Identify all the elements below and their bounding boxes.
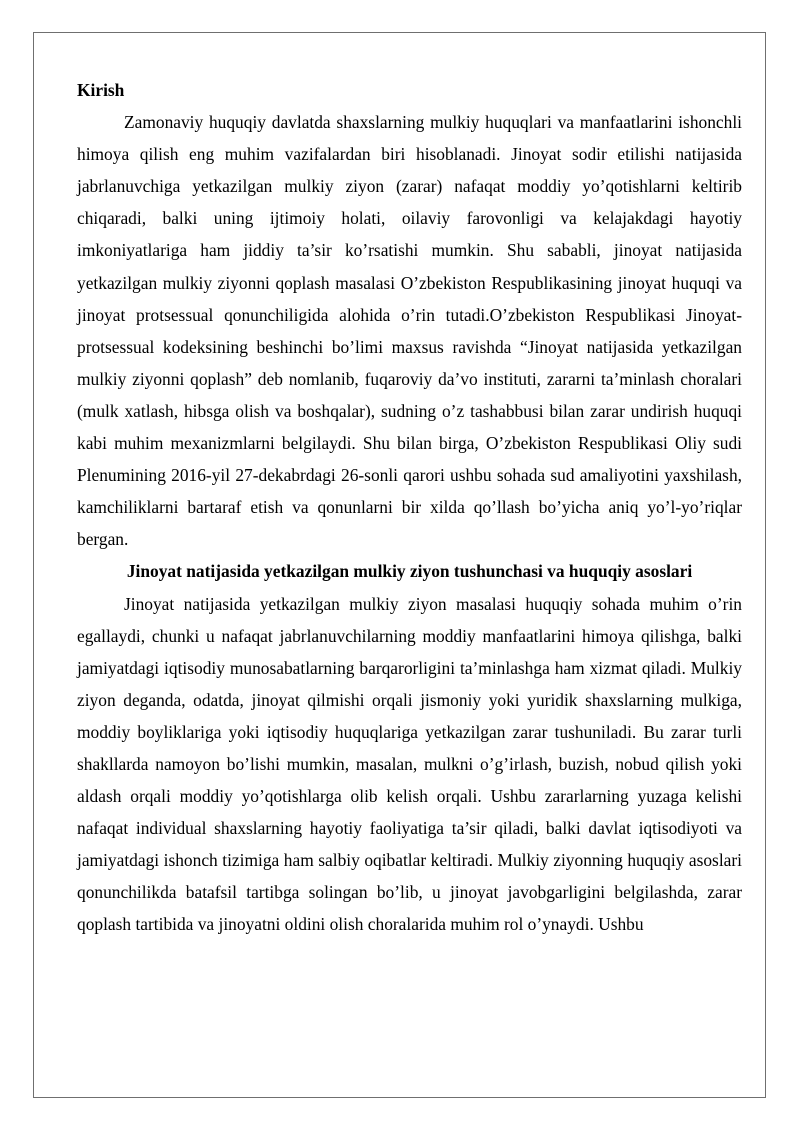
section-heading: Jinoyat natijasida yetkazilgan mulkiy ziyon tushunchasi va huquqiy asoslari [126,561,693,582]
section-paragraph: Jinoyat natijasida yetkazilgan mulkiy ziyon masalasi huquqiy sohada muhim o’rin egallaydi, chunki u nafaqat jabrlanuvchilarning moddiy manfaatlarini himoya qilishga, balki jamiyatdagi iqtisodiy munosabatlarning barqarorligini ta’minlashga ham xizmat qiladi. Mulkiy ziyon deganda, odatda, jinoyat qilmishi orqali jismoniy yoki yuridik shaxslarning mulkiga, moddiy boyliklariga yoki iqtisodiy huquqlariga yetkazilgan zarar tushuniladi. Bu zarar turli shakllarda namoyon bo’lishi mumkin, masalan, mulkni o’g’irlash, buzish, nobud qilish yoki aldash orqali moddiy yo’qotishlarga olib kelish orqali. Ushbu zararlarning yuzaga kelishi nafaqat individual shaxslarning hayotiy faoliyatiga ta’sir qiladi, balki davlat iqtisodiyoti va jamiyatdagi ishonch tizimiga ham salbiy oqibatlar keltiradi. Mulkiy ziyonning huquqiy asoslari qonunchilikda batafsil tartibga solingan bo’lib, u jinoyat javobgarligini belgilashda, zarar qoplash tartibida va jinoyatni oldini olish choralarida muhim rol o’ynaydi. Ushbu [77,593,742,935]
intro-paragraph: Zamonaviy huquqiy davlatda shaxslarning mulkiy huquqlari va manfaatlarini ishonchli himoya qilish eng muhim vazifalardan biri hisoblanadi. Jinoyat sodir etilishi natijasida jabrlanuvchiga yetkazilgan mulkiy ziyon (zarar) nafaqat moddiy yo’qotishlarni keltirib chiqaradi, balki uning ijtimoiy holati, oilaviy farovonligi va kelajakdagi hayotiy imkoniyatlariga ham jiddiy ta’sir ko’rsatishi mumkin. Shu sababli, jinoyat natijasida yetkazilgan mulkiy ziyonni qoplash masalasi O’zbekiston Respublikasining jinoyat huquqi va jinoyat protsessual qonunchiligida alohida o’rin tutadi.O’zbekiston Respublikasi Jinoyat-protsessual kodeksining beshinchi bo’limi maxsus ravishda “Jinoyat natijasida yetkazilgan mulkiy ziyonni qoplash” deb nomlanib, fuqaroviy da’vo instituti, zararni ta’minlash choralari (mulk xatlash, hibsga olish va boshqalar), sudning o’z tashabbusi bilan zarar undirish huquqi kabi muhim mexanizmlarni belgilaydi. Shu bilan birga, O’zbekiston Respublikasi Oliy sudi Plenumining 2016-yil 27-dekabrdagi 26-sonli qarori ushbu sohada sud amaliyotini yaxshilash, kamchiliklarni bartaraf etish va qonunlarni bir xilda qo’llash bo’yicha aniq yo’l-yo’riqlar bergan. [77,112,742,550]
intro-heading: Kirish [77,80,125,100]
document-body [77,74,742,941]
